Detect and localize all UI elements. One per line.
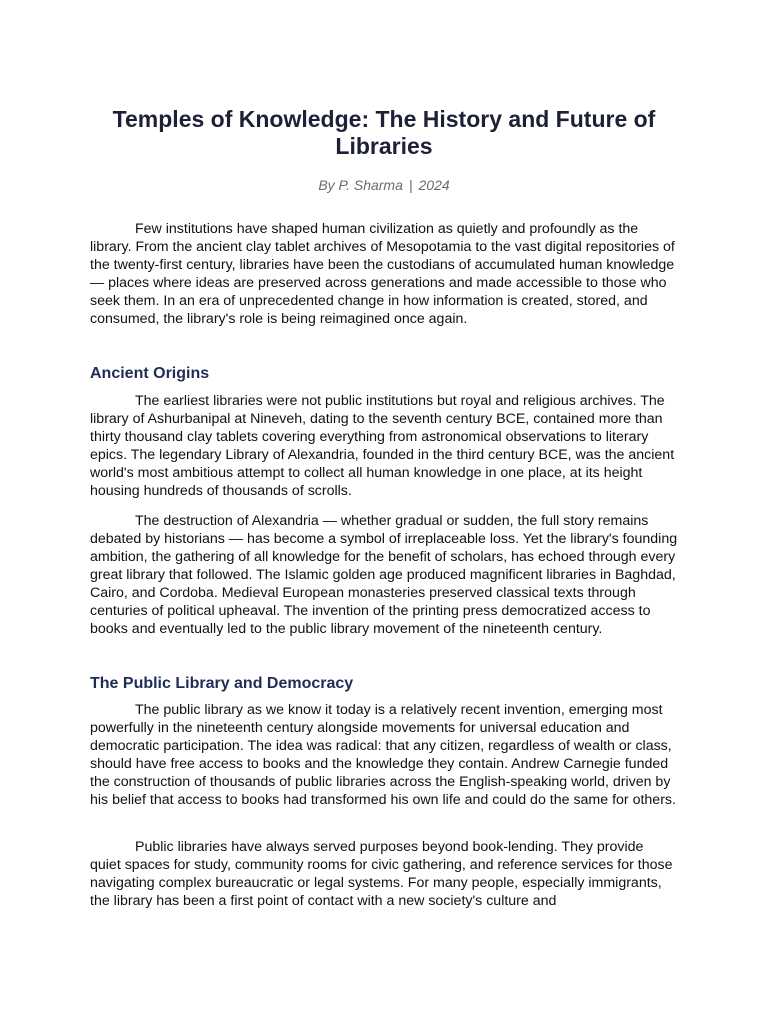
paragraph: The destruction of Alexandria — whether gradual or sudden, the full story remains debated by historians — has become a symbol of irreplaceable loss. Yet the library's founding ambition, the gathering of all knowledge for the benefit of scholars, has echoed through every great library that followed. The Islamic golden age produced magnificent libraries in Baghdad, Cairo, and Cordoba. Medieval European monasteries preserved classical texts through centuries of political upheaval. The invention of the printing press democratized access to books and eventually led to the public library movement of the nineteenth century.: [90, 513, 678, 637]
byline-author: By P. Sharma: [318, 177, 403, 193]
paragraph: The public library as we know it today is a relatively recent invention, emerging most powerfully in the nineteenth century alongside movements for universal education and democratic participation. The idea was radical: that any citizen, regardless of wealth or class, should have free access to books and the knowledge they contain. Andrew Carnegie funded the construction of thousands of public libraries across the English-speaking world, driven by his belief that access to books had transformed his own life and could do the same for others.: [90, 702, 676, 808]
section-heading-public-library: The Public Library and Democracy: [90, 675, 354, 692]
intro-paragraph: Few institutions have shaped human civilization as quietly and profoundly as the library. From the ancient clay tablet archives of Mesopotamia to the vast digital repositories of the twenty-first century, libraries have been the custodians of accumulated human knowledge — places where ideas are preserved across generations and made accessible to those who seek them. In an era of unprecedented change in how information is created, stored, and consumed, the library's role is being reimagined once again.: [90, 221, 675, 327]
byline: [90, 176, 678, 194]
byline-separator: |: [408, 177, 413, 193]
article-title: Temples of Knowledge: The History and Future of Libraries: [112, 106, 656, 159]
byline-year: 2024: [418, 177, 450, 193]
paragraph: The earliest libraries were not public institutions but royal and religious archives. The library of Ashurbanipal at Nineveh, dating to the seventh century BCE, contained more than thirty thousand clay tablets covering everything from astronomical observations to literary epics. The legendary Library of Alexandria, founded in the third century BCE, was the ancient world's most ambitious attempt to collect all human knowledge in one place, at its height housing hundreds of thousands of scrolls.: [90, 393, 675, 499]
paragraph: Public libraries have always served purposes beyond book-lending. They provide quiet spaces for study, community rooms for civic gathering, and reference services for those navigating complex bureaucratic or legal systems. For many people, especially immigrants, the library has been a first point of contact with a new society's culture and: [90, 839, 673, 909]
section-heading-ancient-origins: Ancient Origins: [90, 365, 210, 382]
